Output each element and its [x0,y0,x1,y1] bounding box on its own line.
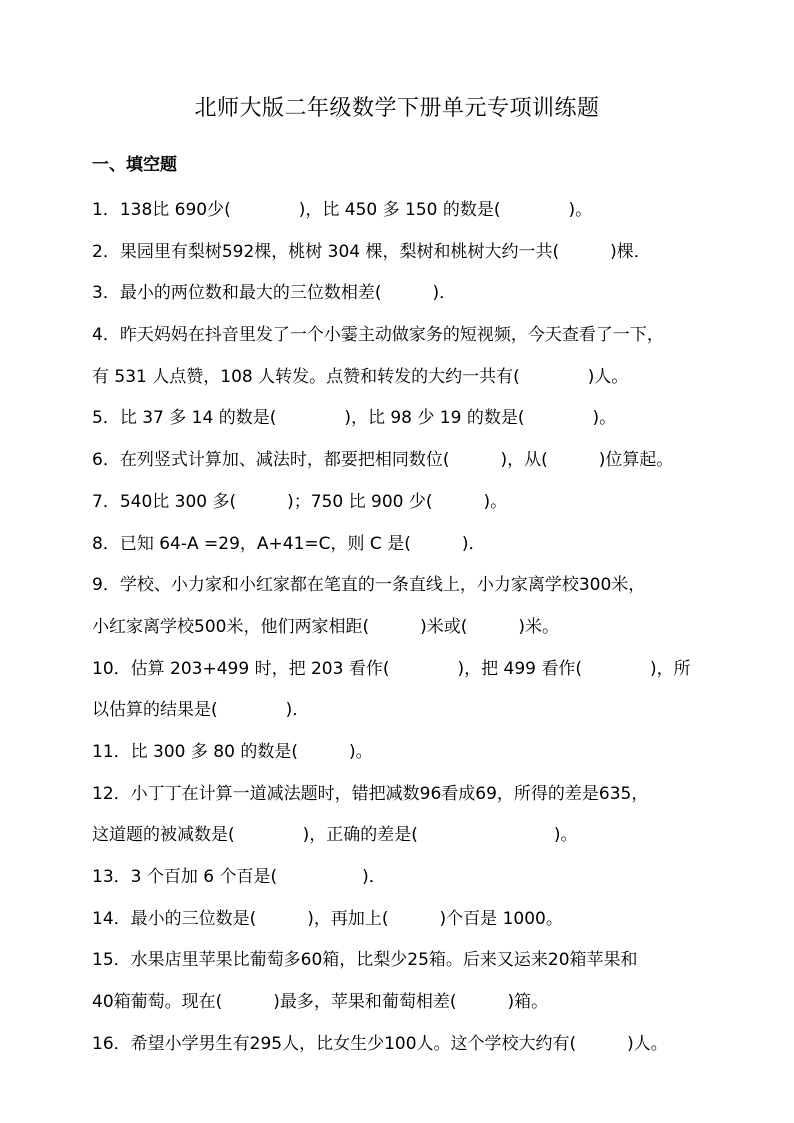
question-11: 11．比 300 多 80 的数是( )。 [92,741,373,762]
question-4-line-2: 有 531 人点赞，108 人转发。点赞和转发的大约一共有( )人。 [92,366,629,387]
question-13: 13．3 个百加 6 个百是( )． [92,867,386,887]
question-9-line-2: 小红家离学校500米，他们两家相距( )米或( )米。 [92,616,559,637]
question-list [92,190,710,1065]
question-10-line-2: 以估算的结果是( )． [92,700,310,721]
question-15-line-1: 15．水果店里苹果比葡萄多60箱，比梨少25箱。后来又运来20箱苹果和 [92,950,638,971]
worksheet-title: 北师大版二年级数学下册单元专项训练题 [194,96,600,121]
question-16: 16．希望小学男生有295人，比女生少100人。这个学校大约有( )人。 [92,1033,668,1054]
question-12-line-1: 12．小丁丁在计算一道减法题时，错把减数96看成69，所得的差是635， [92,783,649,804]
question-9-line-1: 9．学校、小力家和小红家都在笔直的一条直线上，小力家离学校300米， [92,575,646,596]
question-14: 14．最小的三位数是( )，再加上( )个百是 1000。 [92,908,563,929]
question-3: 3．最小的两位数和最大的三位数相差( )． [92,283,457,304]
question-1: 1．138比 690少( )，比 450 多 150 的数是( )。 [92,200,593,220]
question-6: 6．在列竖式计算加、减法时，都要把相同数位( )，从( )位算起。 [92,450,674,471]
question-2: 2．果园里有梨树592棵，桃树 304 棵，梨树和桃树大约一共( )棵． [92,241,651,262]
question-4-line-1: 4．昨天妈妈在抖音里发了一个小霎主动做家务的短视频，今天查看了一下， [92,325,664,346]
question-8: 8．已知 64-A =29，A+41=C，则 C 是( )． [92,533,486,554]
question-15-line-2: 40箱葡萄。现在( )最多，苹果和葡萄相差( )箱。 [92,992,549,1013]
section-heading-fill-in: 一、填空题 [92,155,177,175]
question-12-line-2: 这道题的被减数是( )，正确的差是( )。 [92,825,578,846]
question-7: 7．540比 300 多( )；750 比 900 少( )。 [92,491,508,512]
question-5: 5．比 37 多 14 的数是( )，比 98 少 19 的数是( )。 [92,408,617,429]
question-10-line-1: 10．估算 203+499 时，把 203 看作( )，把 499 看作( )，所 [92,658,691,679]
